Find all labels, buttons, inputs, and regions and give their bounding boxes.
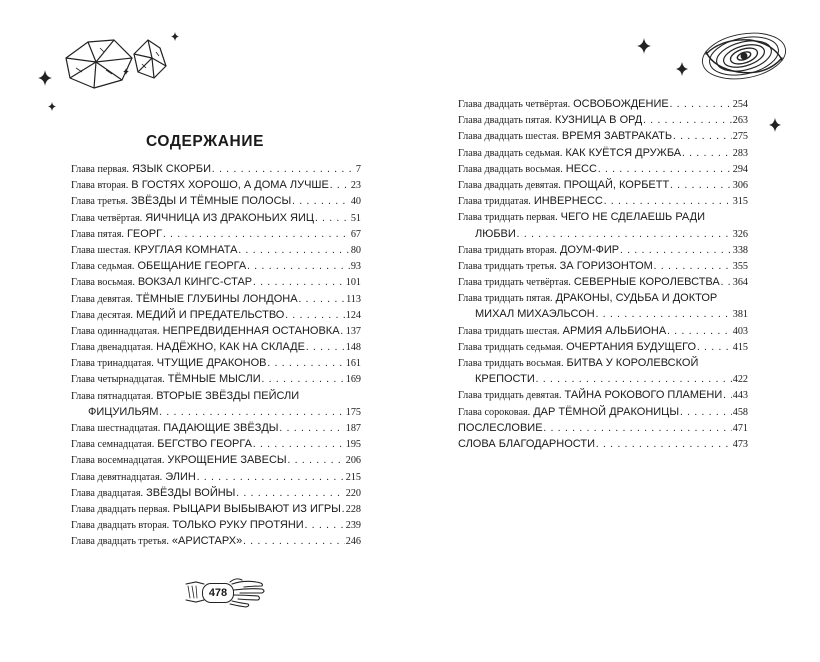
toc-entry xyxy=(458,112,748,128)
chapter-prefix: Глава двадцать третья. xyxy=(71,536,169,548)
page-ref: 195 xyxy=(345,439,361,451)
chapter-prefix: Глава двадцать восьмая. xyxy=(458,163,563,175)
galaxy-spiral-icon xyxy=(699,27,789,85)
page-ref: 51 xyxy=(350,212,361,224)
chapter-prefix: Глава четвёртая. xyxy=(71,212,143,224)
page-ref: 148 xyxy=(345,342,361,354)
toc-entry xyxy=(71,485,361,501)
page-ref: 124 xyxy=(345,309,361,321)
chapter-prefix: Глава тридцать седьмая. xyxy=(458,341,564,353)
toc-entry xyxy=(458,420,748,436)
toc-entry xyxy=(71,193,361,209)
chapter-prefix: Глава восемнадцатая. xyxy=(71,455,165,467)
toc-entry xyxy=(458,436,748,452)
toc-entry xyxy=(458,145,748,161)
chapter-title: ДОУМ-ФИР xyxy=(559,243,620,256)
sparkle-star-icon xyxy=(38,70,52,86)
toc-entry xyxy=(71,517,361,533)
crystals-decoration xyxy=(36,18,186,118)
page-ref: 403 xyxy=(732,325,748,337)
page-ref: 326 xyxy=(732,228,748,240)
chapter-prefix: Глава вторая. xyxy=(71,180,129,192)
dot-leader xyxy=(315,211,350,226)
chapter-prefix: Глава двадцать пятая. xyxy=(458,115,552,127)
chapter-prefix: Глава третья. xyxy=(71,196,128,208)
crystal-icon xyxy=(66,40,132,88)
page-ref: 458 xyxy=(732,406,748,418)
page-ref: 422 xyxy=(732,374,748,386)
page-ref: 206 xyxy=(345,455,361,467)
chapter-title: СЛОВА БЛАГОДАРНОСТИ xyxy=(458,437,595,450)
chapter-prefix: Глава двенадцатая. xyxy=(71,342,154,354)
chapter-prefix: Глава тридцать пятая. xyxy=(458,293,553,305)
dot-leader xyxy=(680,405,732,420)
toc-entry xyxy=(458,404,748,420)
dot-leader xyxy=(673,129,732,144)
dot-leader xyxy=(268,356,345,371)
toc-entry xyxy=(71,469,361,485)
page-ref: 80 xyxy=(350,244,361,256)
page-ref: 283 xyxy=(732,147,748,159)
sparkle-star-icon xyxy=(123,68,129,75)
chapter-title: ВРЕМЯ ЗАВТРАКАТЬ xyxy=(561,130,673,143)
dot-leader xyxy=(596,437,732,452)
page-ref: 471 xyxy=(732,422,748,434)
chapter-title: НЕСС xyxy=(565,162,597,175)
page-ref: 23 xyxy=(350,180,361,192)
page-title: СОДЕРЖАНИЕ xyxy=(145,133,265,150)
chapter-title: ВТОРЫЕ ЗВЁЗДЫ ПЕЙСЛИ xyxy=(156,389,300,402)
chapter-title: ЭЛИН xyxy=(165,470,196,483)
page-ref: 381 xyxy=(732,309,748,321)
chapter-title: НЕПРЕДВИДЕННАЯ ОСТАНОВКА xyxy=(162,324,340,337)
page-ref: 113 xyxy=(346,293,361,305)
page-ref: 220 xyxy=(345,487,361,499)
dot-leader xyxy=(262,372,345,387)
dot-leader xyxy=(159,405,344,420)
dot-leader xyxy=(197,470,345,485)
crystal-icon xyxy=(134,40,166,78)
toc-entry xyxy=(71,323,361,339)
dot-leader xyxy=(544,421,732,436)
chapter-prefix: Глава шестая. xyxy=(71,244,131,256)
chapter-title: ЧТУЩИЕ ДРАКОНОВ xyxy=(156,357,267,370)
chapter-prefix: Глава тридцать девятая. xyxy=(458,390,562,402)
dot-leader xyxy=(620,243,732,258)
chapter-prefix: Глава двадцать седьмая. xyxy=(458,147,563,159)
chapter-title-continuation: ЛЮБВИ xyxy=(475,227,516,240)
page-number: 478 xyxy=(202,583,234,603)
chapter-prefix: Глава шестнадцатая. xyxy=(71,423,161,435)
chapter-title: УКРОЩЕНИЕ ЗАВЕСЫ xyxy=(167,454,287,467)
toc-entry xyxy=(458,323,748,339)
chapter-title: СЕВЕРНЫЕ КОРОЛЕВСТВА xyxy=(573,276,720,289)
toc-entry xyxy=(71,307,361,323)
toc-entry xyxy=(458,193,748,209)
page-ref: 338 xyxy=(732,244,748,256)
chapter-title: ВОКЗАЛ КИНГС-СТАР xyxy=(137,276,253,289)
chapter-title: КРУГЛАЯ КОМНАТА xyxy=(133,243,238,256)
toc-entry xyxy=(458,96,748,112)
chapter-title: ТЁМНЫЕ МЫСЛИ xyxy=(167,373,261,386)
chapter-title: ОБЕЩАНИЕ ГЕОРГА xyxy=(137,260,247,273)
page-ref: 364 xyxy=(732,277,748,289)
chapter-prefix: Глава тридцать вторая. xyxy=(458,244,557,256)
chapter-title: В ГОСТЯХ ХОРОШО, А ДОМА ЛУЧШЕ xyxy=(131,179,329,192)
dot-leader xyxy=(536,372,732,387)
dot-leader xyxy=(299,292,346,307)
toc-entry xyxy=(71,291,361,307)
toc-entry xyxy=(71,161,361,177)
chapter-prefix: Глава тридцать шестая. xyxy=(458,325,560,337)
page-ref: 443 xyxy=(732,390,748,402)
dot-leader xyxy=(697,340,732,355)
toc-entry xyxy=(458,242,748,258)
toc-entry xyxy=(458,209,748,241)
chapter-prefix: Глава двадцать девятая. xyxy=(458,179,561,191)
sparkle-star-icon xyxy=(676,62,688,76)
page-ref: 306 xyxy=(732,179,748,191)
toc-entry xyxy=(71,371,361,387)
page-ref: 175 xyxy=(345,406,361,418)
chapter-prefix: Глава двадцать первая. xyxy=(71,503,170,515)
dot-leader xyxy=(292,194,350,209)
toc-entry xyxy=(71,274,361,290)
dot-leader xyxy=(670,97,732,112)
chapter-title: ТАЙНА РОКОВОГО ПЛАМЕНИ xyxy=(564,389,723,402)
toc-entry xyxy=(71,533,361,549)
toc-entry xyxy=(71,501,361,517)
page-ref: 228 xyxy=(345,503,361,515)
dot-leader xyxy=(654,259,732,274)
page-ref: 187 xyxy=(345,423,361,435)
toc-entry xyxy=(71,355,361,371)
chapter-title-continuation: КРЕПОСТИ xyxy=(475,373,535,386)
toc-entry xyxy=(458,177,748,193)
toc-entry xyxy=(71,452,361,468)
chapter-title: БЕГСТВО ГЕОРГА xyxy=(157,438,252,451)
chapter-title: МЕДИЙ И ПРЕДАТЕЛЬСТВО xyxy=(135,308,285,321)
page-ref: 40 xyxy=(350,196,361,208)
toc-entry xyxy=(458,128,748,144)
dot-leader xyxy=(238,243,349,258)
dot-leader xyxy=(604,194,732,209)
page-ref: 239 xyxy=(345,520,361,532)
dot-leader xyxy=(517,227,732,242)
page-ref: 246 xyxy=(345,536,361,548)
toc-entry xyxy=(71,242,361,258)
chapter-prefix: Глава двадцать шестая. xyxy=(458,131,559,143)
chapter-prefix: Глава девятнадцатая. xyxy=(71,471,163,483)
chapter-title: ЗА ГОРИЗОНТОМ xyxy=(559,259,653,272)
chapter-prefix: Глава первая. xyxy=(71,164,129,175)
chapter-prefix: Глава четырнадцатая. xyxy=(71,374,165,386)
dot-leader xyxy=(341,324,345,339)
dot-leader xyxy=(723,388,731,403)
page-ref: 215 xyxy=(345,471,361,483)
chapter-title: «АРИСТАРХ» xyxy=(171,535,243,548)
chapter-title: ЯЗЫК СКОРБИ xyxy=(131,163,212,175)
dot-leader xyxy=(682,146,732,161)
dot-leader xyxy=(212,162,355,177)
chapter-title-continuation: МИХАЛ МИХАЭЛЬСОН xyxy=(475,308,595,321)
dot-leader xyxy=(330,178,350,193)
chapter-prefix: Глава пятнадцатая. xyxy=(71,390,154,402)
chapter-title: ГЕОРГ xyxy=(126,227,163,240)
dot-leader xyxy=(667,324,732,339)
chapter-title: КАК КУЁТСЯ ДРУЖБА xyxy=(565,146,682,159)
chapter-title-continuation: ФИЦУИЛЬЯМ xyxy=(88,405,159,418)
right-page xyxy=(410,0,820,662)
page-ref: 161 xyxy=(345,358,361,370)
chapter-prefix: Глава тридцать первая. xyxy=(458,212,558,224)
chapter-prefix: Глава семнадцатая. xyxy=(71,439,155,451)
chapter-prefix: Глава одиннадцатая. xyxy=(71,325,160,337)
chapter-title: ИНВЕРНЕСС xyxy=(533,195,603,208)
chapter-prefix: Глава двадцать вторая. xyxy=(71,520,170,532)
chapter-title: ДРАКОНЫ, СУДЬБА И ДОКТОР xyxy=(555,292,718,305)
toc-left-list xyxy=(71,161,361,550)
page-ref: 7 xyxy=(355,164,361,175)
chapter-title: КУЗНИЦА В ОРД xyxy=(554,114,643,127)
chapter-prefix: Глава девятая. xyxy=(71,293,133,305)
chapter-prefix: Глава двадцатая. xyxy=(71,487,144,499)
chapter-title: ПРОЩАЙ, КОРБЕТТ xyxy=(563,178,670,191)
page-ref: 355 xyxy=(732,260,748,272)
dot-leader xyxy=(305,518,345,533)
page-ref: 315 xyxy=(732,196,748,208)
toc-right-list xyxy=(458,96,748,452)
toc-entry xyxy=(458,355,748,387)
chapter-prefix: Глава тридцатая. xyxy=(458,196,531,208)
toc-entry xyxy=(71,177,361,193)
chapter-prefix: Глава десятая. xyxy=(71,309,133,321)
chapter-title: НАДЁЖНО, КАК НА СКЛАДЕ xyxy=(156,341,305,354)
sparkle-star-icon xyxy=(48,102,56,111)
toc-entry xyxy=(458,161,748,177)
chapter-title: ОЧЕРТАНИЯ БУДУЩЕГО xyxy=(566,340,697,353)
chapter-title: ЧЕГО НЕ СДЕЛАЕШЬ РАДИ xyxy=(560,211,705,224)
chapter-title: ЗВЁЗДЫ ВОЙНЫ xyxy=(146,486,236,499)
dot-leader xyxy=(643,113,732,128)
page-ref: 67 xyxy=(350,228,361,240)
page-ref: 93 xyxy=(350,261,361,273)
toc-entry xyxy=(458,274,748,290)
dot-leader xyxy=(342,502,345,517)
dot-leader xyxy=(253,437,345,452)
dot-leader xyxy=(247,259,350,274)
dot-leader xyxy=(596,307,732,322)
chapter-title: РЫЦАРИ ВЫБЫВАЮТ ИЗ ИГРЫ xyxy=(172,502,341,515)
chapter-prefix: Глава тридцать четвёртая. xyxy=(458,277,571,289)
chapter-prefix: Глава тринадцатая. xyxy=(71,358,154,370)
toc-entry xyxy=(458,339,748,355)
chapter-prefix: Глава пятая. xyxy=(71,228,124,240)
chapter-title: ТЁМНЫЕ ГЛУБИНЫ ЛОНДОНА xyxy=(135,292,298,305)
page-ref: 254 xyxy=(732,99,748,110)
chapter-prefix: Глава тридцать третья. xyxy=(458,260,557,272)
page-ref: 275 xyxy=(732,131,748,143)
dot-leader xyxy=(288,453,345,468)
chapter-title: ОСВОБОЖДЕНИЕ xyxy=(573,98,669,110)
chapter-title: ДАР ТЁМНОЙ ДРАКОНИЦЫ xyxy=(533,405,680,418)
toc-entry xyxy=(71,388,361,420)
chapter-title: БИТВА У КОРОЛЕВСКОЙ xyxy=(566,357,699,370)
dot-leader xyxy=(670,178,732,193)
chapter-title: ТОЛЬКО РУКУ ПРОТЯНИ xyxy=(172,519,304,532)
dot-leader xyxy=(253,275,345,290)
page-ref: 101 xyxy=(345,277,361,289)
dot-leader xyxy=(721,275,732,290)
dot-leader xyxy=(243,534,345,549)
page-number-badge xyxy=(182,574,268,610)
chapter-title: ЗВЁЗДЫ И ТЁМНЫЕ ПОЛОСЫ xyxy=(131,195,292,208)
sparkle-star-icon xyxy=(637,38,651,54)
page-ref: 169 xyxy=(345,374,361,386)
page-ref: 294 xyxy=(732,163,748,175)
chapter-prefix: Глава восьмая. xyxy=(71,277,135,289)
chapter-prefix: Глава тридцать восьмая. xyxy=(458,358,564,370)
chapter-prefix: Глава сороковая. xyxy=(458,406,531,418)
dot-leader xyxy=(236,486,344,501)
toc-entry xyxy=(458,387,748,403)
page-ref: 415 xyxy=(732,341,748,353)
chapter-title: АРМИЯ АЛЬБИОНА xyxy=(562,324,667,337)
toc-entry xyxy=(71,420,361,436)
toc-entry xyxy=(458,290,748,322)
toc-entry xyxy=(71,339,361,355)
toc-entry xyxy=(71,226,361,242)
dot-leader xyxy=(163,227,350,242)
dot-leader xyxy=(280,421,345,436)
page-ref: 263 xyxy=(732,115,748,127)
page-ref: 137 xyxy=(345,325,361,337)
toc-entry xyxy=(71,210,361,226)
page-ref: 473 xyxy=(732,438,748,450)
toc-entry xyxy=(71,436,361,452)
chapter-title: ПОСЛЕСЛОВИЕ xyxy=(458,421,543,434)
toc-entry xyxy=(71,258,361,274)
chapter-title: ЯИЧНИЦА ИЗ ДРАКОНЬИХ ЯИЦ xyxy=(145,211,315,224)
sparkle-star-icon xyxy=(171,32,179,41)
dot-leader xyxy=(285,308,344,323)
toc-entry xyxy=(458,258,748,274)
dot-leader xyxy=(306,340,345,355)
chapter-title: ПАДАЮЩИЕ ЗВЁЗДЫ xyxy=(163,422,279,435)
chapter-prefix: Глава двадцать четвёртая. xyxy=(458,99,571,110)
chapter-prefix: Глава седьмая. xyxy=(71,261,135,273)
sparkle-star-icon xyxy=(769,118,781,132)
dot-leader xyxy=(598,162,732,177)
